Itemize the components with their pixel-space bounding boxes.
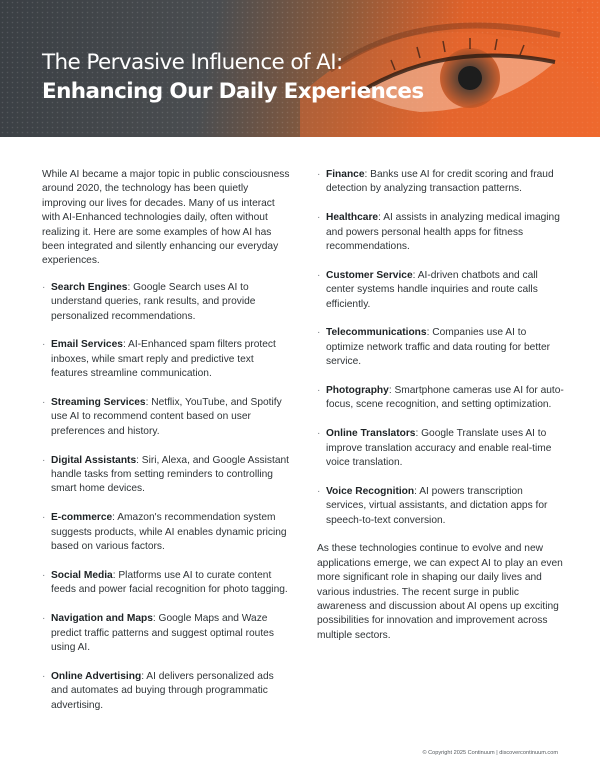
item-term: Search Engines bbox=[51, 281, 128, 293]
corner-dot bbox=[577, 8, 581, 12]
bullet-icon: · bbox=[42, 454, 46, 466]
list-item bbox=[317, 269, 564, 312]
item-term: Healthcare bbox=[326, 212, 379, 224]
list-item bbox=[42, 612, 290, 655]
list-item bbox=[42, 281, 290, 324]
item-text: : AI powers transcription services, virtual assistants, and dictation apps for speech-to-text conversion. bbox=[326, 485, 548, 526]
item-text: : Companies use AI to optimize network traffic and data routing for better service. bbox=[326, 327, 551, 368]
bullet-icon: · bbox=[42, 569, 46, 581]
item-term: E-commerce bbox=[51, 512, 113, 524]
item-text: : AI delivers personalized ads and automates ad buying through programmatic advertising. bbox=[51, 670, 274, 711]
item-term: Online Translators bbox=[326, 428, 416, 440]
list-item bbox=[42, 511, 290, 554]
bullet-icon: · bbox=[42, 281, 46, 293]
list-item bbox=[317, 168, 564, 197]
list-item bbox=[317, 211, 564, 254]
item-term: Social Media bbox=[51, 569, 113, 581]
left-examples-list bbox=[42, 281, 290, 713]
item-term: Photography bbox=[326, 385, 389, 397]
item-term: Streaming Services bbox=[51, 397, 146, 409]
title-line-1: The Pervasive Influence of AI: bbox=[42, 50, 343, 75]
right-column bbox=[317, 168, 564, 655]
item-term: Telecommunications bbox=[326, 327, 427, 339]
bullet-icon: · bbox=[42, 339, 46, 351]
item-term: Digital Assistants bbox=[51, 454, 137, 466]
bullet-icon: · bbox=[317, 385, 321, 397]
title-line-2: Enhancing Our Daily Experiences bbox=[42, 79, 424, 104]
list-item bbox=[42, 338, 290, 381]
bullet-icon: · bbox=[317, 327, 321, 339]
item-text: : Siri, Alexa, and Google Assistant handle tasks from setting reminders to controlling smart home devices. bbox=[51, 454, 290, 495]
item-text: : Smartphone cameras use AI for auto-focus, scene recognition, and setting optimization. bbox=[326, 385, 564, 411]
item-text: : Google Maps and Waze predict traffic patterns and suggest optimal routes using AI. bbox=[51, 613, 274, 653]
item-text: : Platforms use AI to curate content feeds and power facial recognition for photo tagging. bbox=[51, 569, 288, 596]
copyright-footer: © Copyright 2025 Continuum | discovercontinuum.com bbox=[422, 750, 558, 756]
bullet-icon: · bbox=[317, 269, 321, 281]
bullet-icon: · bbox=[42, 397, 46, 409]
item-text: : AI assists in analyzing medical imaging and powers personal health apps for fitness recommendations. bbox=[326, 212, 560, 253]
list-item bbox=[317, 427, 564, 470]
item-term: Navigation and Maps bbox=[51, 613, 153, 625]
bullet-icon: · bbox=[317, 169, 321, 180]
bullet-icon: · bbox=[317, 212, 321, 224]
list-item bbox=[42, 569, 290, 598]
item-text: : Netflix, YouTube, and Spotify use AI to recommend content based on user preferences and history. bbox=[51, 397, 282, 437]
bullet-icon: · bbox=[317, 428, 321, 440]
item-term: Email Services bbox=[51, 339, 123, 351]
item-text: : Google Translate uses AI to improve translation accuracy and enable real-time voice translation. bbox=[326, 428, 552, 469]
page-title bbox=[42, 48, 424, 106]
item-term: Customer Service bbox=[326, 269, 413, 281]
header-banner bbox=[0, 0, 600, 137]
bullet-icon: · bbox=[42, 613, 46, 625]
item-text: : AI-Enhanced spam filters protect inboxes, while smart reply and predictive text features streamline communication. bbox=[51, 339, 276, 380]
list-item bbox=[42, 454, 290, 497]
list-item bbox=[317, 384, 564, 413]
item-term: Online Advertising bbox=[51, 670, 142, 682]
list-item bbox=[42, 670, 290, 713]
intro-paragraph: While AI became a major topic in public consciousness around 2020, the technology has been quietly improving our lives for decades. Many of us interact with AI-Enhanced technologies daily, often without realizing it. Here are some examples of how AI has been integrated and silently enhancing our everyday experiences. bbox=[42, 169, 290, 267]
list-item bbox=[317, 485, 564, 528]
right-examples-list bbox=[317, 168, 564, 528]
item-term: Finance bbox=[326, 169, 365, 180]
item-text: : Amazon's recommendation system suggests products, while AI enables dynamic pricing based on various factors. bbox=[51, 512, 287, 553]
list-item bbox=[42, 396, 290, 439]
closing-paragraph: As these technologies continue to evolve and new applications emerge, we can expect AI to play an even more significant role in shaping our daily lives and various industries. The recent surge in public awareness and discussion about AI opens up exciting possibilities for innovation and improvement across multiple sectors. bbox=[317, 543, 563, 641]
bullet-icon: · bbox=[42, 670, 46, 682]
bullet-icon: · bbox=[42, 512, 46, 524]
left-column bbox=[42, 168, 290, 727]
list-item bbox=[317, 326, 564, 369]
item-text: : AI-driven chatbots and call center systems handle inquiries and route calls efficiently. bbox=[326, 269, 538, 310]
item-text: : Banks use AI for credit scoring and fraud detection by analyzing transaction patterns. bbox=[326, 169, 554, 195]
item-text: : Google Search uses AI to understand queries, rank results, and provide personalized recommendations. bbox=[51, 281, 256, 322]
item-term: Voice Recognition bbox=[326, 485, 415, 497]
bullet-icon: · bbox=[317, 485, 321, 497]
